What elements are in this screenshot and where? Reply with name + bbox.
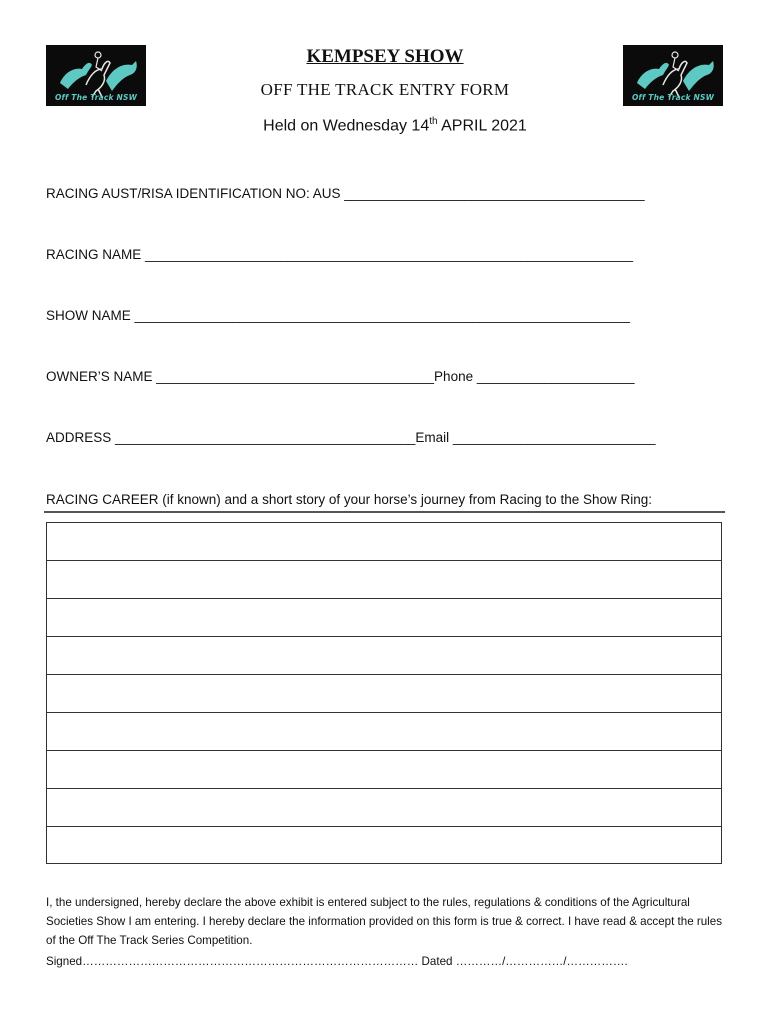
form-subtitle: OFF THE TRACK ENTRY FORM xyxy=(260,80,510,99)
page-title: KEMPSEY SHOW xyxy=(306,46,464,67)
story-line[interactable] xyxy=(47,713,721,751)
story-line[interactable] xyxy=(47,561,721,599)
heading-divider xyxy=(44,511,725,513)
story-line[interactable] xyxy=(47,827,721,863)
racing-career-heading: RACING CAREER (if known) and a short story of your horse’s journey from Racing to the Show Ring: xyxy=(46,492,652,507)
event-date-ordinal: th xyxy=(429,116,438,127)
show-name-field[interactable]: SHOW NAME __________________________________________________________________ xyxy=(46,308,631,323)
racing-id-field[interactable]: RACING AUST/RISA IDENTIFICATION NO: AUS ________________________________________ xyxy=(46,186,645,201)
story-line[interactable] xyxy=(47,751,721,789)
story-line[interactable] xyxy=(47,675,721,713)
event-date-prefix: Held on Wednesday 14 xyxy=(263,117,430,135)
logo-caption: Off The Track NSW xyxy=(54,93,138,102)
declaration-text: I, the undersigned, hereby declare the above exhibit is entered subject to the rules, regulations & conditions of the Agricultural Societies Show I am entering. I hereby declare the information provided on this form is true & correct. I have read & accept the rules of the Off The Track Series Competition. xyxy=(46,896,722,947)
story-line[interactable] xyxy=(47,789,721,827)
story-box[interactable] xyxy=(46,522,722,864)
event-date xyxy=(0,116,770,135)
story-line[interactable] xyxy=(47,523,721,561)
event-date-suffix: APRIL 2021 xyxy=(437,117,527,135)
owner-phone-field[interactable]: OWNER’S NAME _____________________________________Phone _____________________ xyxy=(46,369,635,384)
address-email-field[interactable]: ADDRESS ________________________________________Email ___________________________ xyxy=(46,430,656,445)
story-line[interactable] xyxy=(47,637,721,675)
logo-caption: Off The Track NSW xyxy=(631,93,715,102)
racing-name-field[interactable]: RACING NAME _________________________________________________________________ xyxy=(46,247,634,262)
signature-line[interactable]: Signed…………………………………………………………………………… Dated …………/……………/……………. xyxy=(46,955,628,968)
story-line[interactable] xyxy=(47,599,721,637)
